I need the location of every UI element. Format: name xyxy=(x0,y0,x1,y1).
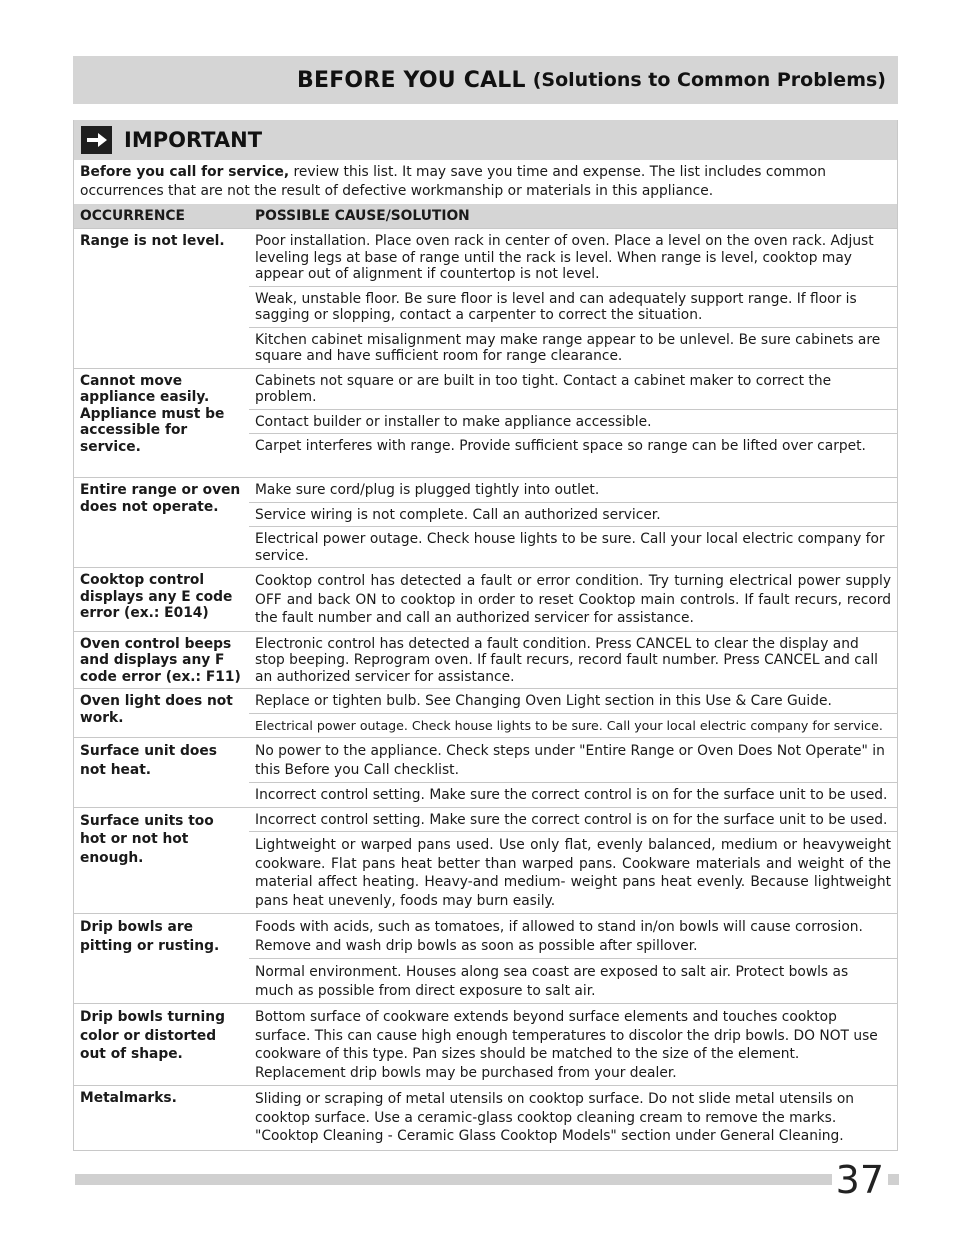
solution-cell: Cooktop control has detected a fault or error condition. Try turning electrical power supply OFF and back ON to cooktop in order to reset Cooktop main controls. If fault recurs, record the fault number and call an authorized servicer for assistance. xyxy=(249,568,897,632)
solution-cell: Lightweight or warped pans used. Use only flat, evenly balanced, medium or heavyweight cookware. Flat pans heat better than warped pans. Cookware materials and weight of the material affect heating. Heavy-and medium- weight pans heat evenly. Because lightweight pans heat unevenly, foods may burn easily. xyxy=(249,832,897,914)
solution-cell: Poor installation. Place oven rack in center of oven. Place a level on the oven rack. Adjust leveling legs at base of range until the rack is level. When range is level, cooktop may appear out of alignment if countertop is not level. xyxy=(249,229,897,287)
page-title: BEFORE YOU CALL xyxy=(297,67,526,93)
solution-cell: Incorrect control setting. Make sure the correct control is on for the surface unit to be used. xyxy=(249,807,897,832)
important-banner xyxy=(74,120,897,160)
solution-cell: No power to the appliance. Check steps under "Entire Range or Oven Does Not Operate" in this Before you Call checklist. xyxy=(249,738,897,783)
solution-cell: Incorrect control setting. Make sure the correct control is on for the surface unit to be used. xyxy=(249,783,897,808)
footer-bar xyxy=(75,1174,899,1185)
table-row xyxy=(74,368,897,409)
intro-text xyxy=(74,160,897,204)
intro-bold: Before you call for service, xyxy=(80,164,290,180)
table-row xyxy=(74,478,897,503)
occurrence-cell: Range is not level. xyxy=(74,229,249,369)
occurrence-cell: Surface unit does not heat. xyxy=(74,738,249,808)
solution-cell: Carpet interferes with range. Provide sufficient space so range can be lifted over carpet. xyxy=(249,434,897,478)
solution-cell: Weak, unstable floor. Be sure floor is level and can adequately support range. If floor is sagging or slopping, contact a carpenter to correct the situation. xyxy=(249,286,897,327)
important-label: IMPORTANT xyxy=(124,128,263,152)
page-number: 37 xyxy=(832,1158,888,1202)
right-arrow-icon xyxy=(81,126,112,154)
table-row xyxy=(74,568,897,632)
troubleshooting-box xyxy=(73,120,898,1151)
solution-cell: Service wiring is not complete. Call an authorized servicer. xyxy=(249,502,897,527)
table-header-row xyxy=(74,204,897,229)
table-row xyxy=(74,1086,897,1150)
solution-cell: Electrical power outage. Check house lights to be sure. Call your local electric company for service. xyxy=(249,527,897,568)
table-row xyxy=(74,914,897,959)
solution-cell: Bottom surface of cookware extends beyond surface elements and touches cooktop surface. This can cause high enough temperatures to discolor the drip bowls. DO NOT use cookware of this type. Pan sizes should be matched to the size of the element. Replacement drip bowls may be purchased from your dealer. xyxy=(249,1004,897,1086)
solution-cell: Kitchen cabinet misalignment may make range appear to be unlevel. Be sure cabinets are square and have sufficient room for range clearance. xyxy=(249,327,897,368)
page-subtitle: (Solutions to Common Problems) xyxy=(532,69,886,91)
table-row xyxy=(74,229,897,287)
table-row xyxy=(74,1004,897,1086)
occurrence-cell: Entire range or oven does not operate. xyxy=(74,478,249,568)
table-row xyxy=(74,689,897,714)
table-row xyxy=(74,807,897,832)
occurrence-cell: Oven light does not work. xyxy=(74,689,249,738)
occurrence-cell: Surface units too hot or not hot enough. xyxy=(74,807,249,914)
solution-cell: Electronic control has detected a fault condition. Press CANCEL to clear the display and stop beeping. Reprogram oven. If fault recurs, record fault number. Press CANCEL and call an authorized servicer for assistance. xyxy=(249,631,897,689)
header-occurrence: OCCURRENCE xyxy=(74,204,249,229)
solution-cell: Replace or tighten bulb. See Changing Oven Light section in this Use & Care Guide. xyxy=(249,689,897,714)
solution-cell: Cabinets not square or are built in too tight. Contact a cabinet maker to correct the problem. xyxy=(249,368,897,409)
solution-cell: Normal environment. Houses along sea coast are exposed to salt air. Protect bowls as much as possible from direct exposure to salt air. xyxy=(249,959,897,1004)
occurrence-cell: Metalmarks. xyxy=(74,1086,249,1150)
page-header xyxy=(73,56,898,104)
header-solution: POSSIBLE CAUSE/SOLUTION xyxy=(249,204,897,229)
occurrence-cell: Drip bowls are pitting or rusting. xyxy=(74,914,249,1004)
intro-body: review this list. It may save you time and expense. The list includes common occurrences that are not the result of defective workmanship or materials in this appliance. xyxy=(80,164,826,199)
troubleshooting-table xyxy=(74,204,897,1150)
table-row xyxy=(74,631,897,689)
table-row xyxy=(74,738,897,783)
solution-cell: Contact builder or installer to make appliance accessible. xyxy=(249,409,897,434)
occurrence-cell: Drip bowls turning color or distorted out of shape. xyxy=(74,1004,249,1086)
solution-cell: Foods with acids, such as tomatoes, if allowed to stand in/on bowls will cause corrosion. Remove and wash drip bowls as soon as possible after spillover. xyxy=(249,914,897,959)
solution-cell: Sliding or scraping of metal utensils on cooktop surface. Do not slide metal utensils on cooktop surface. Use a ceramic-glass cooktop cleaning cream to remove the marks. "Cooktop Cleaning - Ceramic Glass Cooktop Models" section under General Cleaning. xyxy=(249,1086,897,1150)
occurrence-cell: Cannot move appliance easily. Appliance must be accessible for service. xyxy=(74,368,249,478)
occurrence-cell: Cooktop control displays any E code error (ex.: E014) xyxy=(74,568,249,632)
occurrence-cell: Oven control beeps and displays any F code error (ex.: F11) xyxy=(74,631,249,689)
solution-cell: Electrical power outage. Check house lights to be sure. Call your local electric company for service. xyxy=(249,713,897,738)
solution-cell: Make sure cord/plug is plugged tightly into outlet. xyxy=(249,478,897,503)
